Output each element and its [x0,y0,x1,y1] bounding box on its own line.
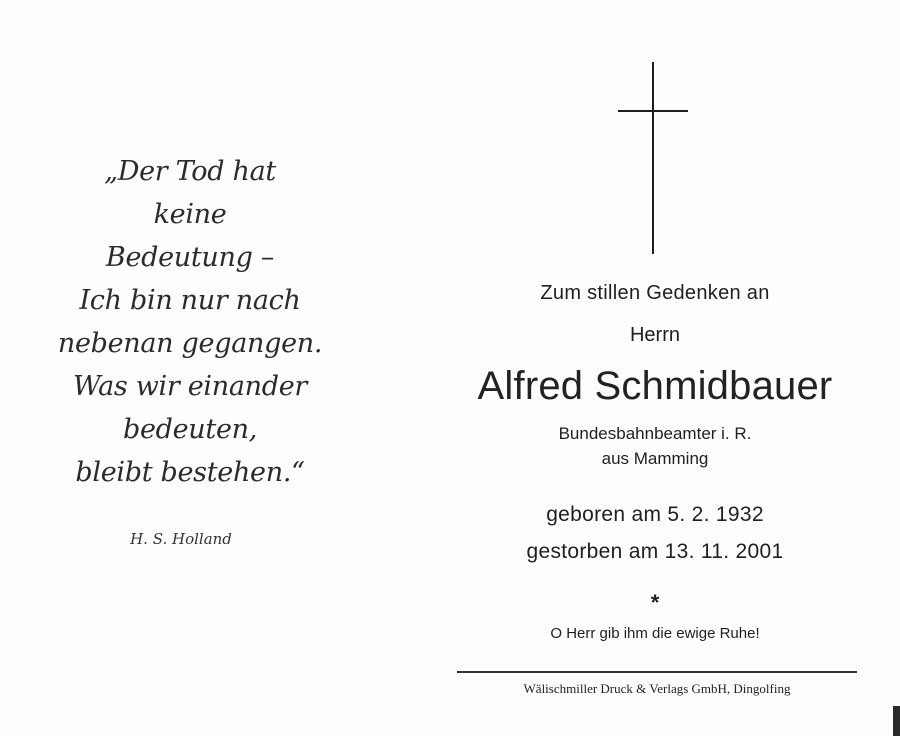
quote-line: keine [153,199,227,230]
quote-line: nebenan gegangen. [57,328,323,359]
deceased-name: Alfred Schmidbauer [477,364,833,408]
quote-line: Bedeutung – [105,242,275,273]
scan-edge-mark [893,706,900,736]
birth-date: geboren am 5. 2. 1932 [546,503,764,526]
prayer: O Herr gib ihm die ewige Ruhe! [550,625,760,642]
cross-horizontal-bar [618,110,688,112]
cross-vertical-bar [652,62,654,254]
printer-imprint: Wälischmiller Druck & Verlags GmbH, Dingolfing [523,681,791,696]
quote-line: Was wir einander [72,371,308,402]
memorial-intro: Zum stillen Gedenken an [540,282,770,304]
salutation: Herrn [629,324,680,346]
quote-block [40,150,340,548]
death-date: gestorben am 13. 11. 2001 [526,540,784,563]
quote-author: H. S. Holland [130,530,232,548]
cross-icon [618,62,688,254]
quote-line: Ich bin nur nach [79,285,301,316]
hometown: aus Mamming [601,449,709,468]
divider-line [457,671,857,673]
star-symbol: * [650,590,660,615]
quote-line: „Der Tod hat [104,156,276,187]
occupation: Bundesbahnbeamter i. R. [558,424,752,443]
quote-line: bedeuten, [122,414,257,445]
quote-line: bleibt bestehen.“ [75,457,305,488]
